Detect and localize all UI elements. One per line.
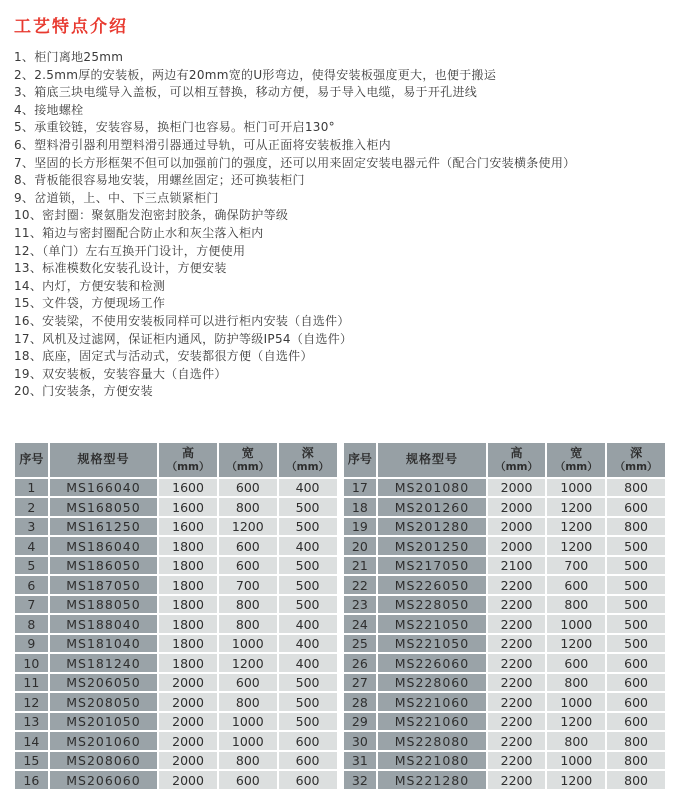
- feature-list-item: 16、安装梁，不使用安装板同样可以进行柜内安装（自选件）: [14, 313, 350, 328]
- model-cell: MS187050: [50, 576, 157, 594]
- feature-list-item: 9、岔道锁，上、中、下三点锁紧柜门: [14, 190, 219, 205]
- row-index-cell: 12: [15, 693, 48, 711]
- model-cell: MS201080: [378, 479, 485, 497]
- depth-cell: 500: [279, 713, 337, 731]
- width-cell: 600: [219, 557, 277, 575]
- table-row: [15, 615, 337, 633]
- table-row: [344, 537, 666, 555]
- depth-cell: 400: [279, 479, 337, 497]
- feature-list-item: 11、箱边与密封圈配合防止水和灰尘落入柜内: [14, 225, 264, 240]
- row-index-cell: 24: [344, 615, 377, 633]
- height-cell: 2000: [159, 693, 217, 711]
- spec-tables: [13, 441, 667, 791]
- width-cell: 1200: [547, 518, 605, 536]
- model-cell: MS228060: [378, 674, 485, 692]
- width-cell: 1200: [547, 635, 605, 653]
- depth-cell: 500: [279, 498, 337, 516]
- header-row: [15, 443, 337, 477]
- depth-cell: 400: [279, 615, 337, 633]
- depth-cell: 600: [279, 732, 337, 750]
- row-index-cell: 31: [344, 752, 377, 770]
- height-cell: 2000: [488, 518, 546, 536]
- depth-cell: 500: [279, 596, 337, 614]
- col-header-height: [159, 443, 217, 477]
- width-cell: 800: [219, 752, 277, 770]
- row-index-cell: 25: [344, 635, 377, 653]
- width-cell: 1000: [547, 752, 605, 770]
- row-index-cell: 1: [15, 479, 48, 497]
- height-cell: 2000: [159, 674, 217, 692]
- height-unit: （mm）: [166, 460, 210, 473]
- depth-cell: 600: [607, 498, 665, 516]
- table-row: [15, 674, 337, 692]
- width-unit: （mm）: [554, 460, 598, 473]
- width-cell: 600: [219, 479, 277, 497]
- feature-list-item: 7、坚固的长方形框架不但可以加强前门的强度，还可以用来固定安装电器元件（配合门安装横条使用）: [14, 155, 576, 170]
- width-cell: 1000: [219, 635, 277, 653]
- spec-table-right: [342, 441, 668, 791]
- row-index-cell: 28: [344, 693, 377, 711]
- feature-list-item: 3、箱底三块电缆导入盖板，可以相互替换，移动方便，易于导入电缆，易于开孔进线: [14, 85, 478, 100]
- row-index-cell: 2: [15, 498, 48, 516]
- model-cell: MS201050: [50, 713, 157, 731]
- row-index-cell: 20: [344, 537, 377, 555]
- col-header-depth: [607, 443, 665, 477]
- width-cell: 800: [547, 596, 605, 614]
- feature-list-item: 1、柜门离地25mm: [14, 50, 124, 64]
- row-index-cell: 15: [15, 752, 48, 770]
- depth-cell: 500: [607, 537, 665, 555]
- table-row: [344, 732, 666, 750]
- model-cell: MS181040: [50, 635, 157, 653]
- height-label: 高: [182, 445, 195, 460]
- feature-list-item: 6、塑料滑引器利用塑料滑引器通过导轨，可从正面将安装板推入柜内: [14, 137, 391, 152]
- model-cell: MS221050: [378, 615, 485, 633]
- feature-list-item: 2、2.5mm厚的安装板，两边有20mm宽的U形弯边，使得安装板强度更大，也便于搬运: [14, 67, 497, 82]
- depth-cell: 600: [607, 693, 665, 711]
- height-cell: 2000: [488, 498, 546, 516]
- model-cell: MS201280: [378, 518, 485, 536]
- depth-unit: （mm）: [614, 460, 658, 473]
- row-index-cell: 22: [344, 576, 377, 594]
- feature-list-item: 17、风机及过滤网，保证柜内通风，防护等级IP54（自选件）: [14, 331, 353, 346]
- row-index-cell: 7: [15, 596, 48, 614]
- col-header-height: [488, 443, 546, 477]
- row-index-cell: 8: [15, 615, 48, 633]
- width-cell: 1200: [547, 771, 605, 789]
- table-row: [15, 557, 337, 575]
- depth-cell: 800: [607, 732, 665, 750]
- width-cell: 800: [547, 732, 605, 750]
- width-cell: 1200: [547, 498, 605, 516]
- row-index-cell: 21: [344, 557, 377, 575]
- width-cell: 1000: [547, 615, 605, 633]
- feature-list-item: 15、文件袋，方便现场工作: [14, 296, 166, 311]
- height-cell: 1600: [159, 498, 217, 516]
- width-cell: 1000: [547, 693, 605, 711]
- height-cell: 2200: [488, 674, 546, 692]
- row-index-cell: 10: [15, 654, 48, 672]
- model-cell: MS201260: [378, 498, 485, 516]
- width-cell: 600: [547, 576, 605, 594]
- height-cell: 2200: [488, 693, 546, 711]
- height-cell: 1800: [159, 615, 217, 633]
- feature-list-item: 5、承重铰链，安装容易，换柜门也容易。柜门可开启130°: [14, 120, 335, 135]
- depth-cell: 800: [607, 771, 665, 789]
- model-cell: MS206050: [50, 674, 157, 692]
- table-row: [15, 693, 337, 711]
- model-cell: MS217050: [378, 557, 485, 575]
- col-header-width: [219, 443, 277, 477]
- width-unit: （mm）: [226, 460, 270, 473]
- col-header-model: 规格型号: [50, 443, 157, 477]
- model-cell: MS186040: [50, 537, 157, 555]
- depth-cell: 800: [607, 479, 665, 497]
- feature-list-item: 14、内灯，方便安装和检测: [14, 278, 166, 293]
- model-cell: MS208060: [50, 752, 157, 770]
- height-cell: 2200: [488, 771, 546, 789]
- row-index-cell: 16: [15, 771, 48, 789]
- feature-list: [14, 49, 667, 401]
- table-row: [15, 479, 337, 497]
- model-cell: MS226060: [378, 654, 485, 672]
- model-cell: MS201250: [378, 537, 485, 555]
- model-cell: MS221060: [378, 713, 485, 731]
- table-row: [344, 654, 666, 672]
- spec-table-left-header: [15, 443, 337, 477]
- height-cell: 1800: [159, 635, 217, 653]
- depth-cell: 500: [279, 674, 337, 692]
- width-cell: 600: [219, 537, 277, 555]
- width-label: 宽: [570, 445, 583, 460]
- feature-list-item: 12、（单门）左右互换开门设计，方便使用: [14, 243, 246, 258]
- depth-cell: 400: [279, 635, 337, 653]
- model-cell: MS188050: [50, 596, 157, 614]
- feature-list-item: 8、背板能很容易地安装，用螺丝固定；还可换装柜门: [14, 173, 305, 188]
- width-cell: 600: [219, 674, 277, 692]
- height-cell: 1800: [159, 654, 217, 672]
- model-cell: MS166040: [50, 479, 157, 497]
- table-row: [344, 479, 666, 497]
- table-row: [15, 654, 337, 672]
- table-row: [15, 713, 337, 731]
- row-index-cell: 14: [15, 732, 48, 750]
- col-header-index: 序号: [15, 443, 48, 477]
- spec-table-right-body: [344, 479, 666, 789]
- height-label: 高: [510, 445, 523, 460]
- height-cell: 1800: [159, 537, 217, 555]
- width-cell: 1200: [547, 713, 605, 731]
- model-cell: MS221060: [378, 693, 485, 711]
- height-cell: 2000: [159, 713, 217, 731]
- feature-list-item: 20、门安装条，方便安装: [14, 384, 153, 399]
- depth-cell: 500: [279, 518, 337, 536]
- height-cell: 1600: [159, 479, 217, 497]
- table-row: [15, 771, 337, 789]
- depth-cell: 500: [607, 557, 665, 575]
- row-index-cell: 5: [15, 557, 48, 575]
- depth-cell: 400: [279, 537, 337, 555]
- width-cell: 700: [219, 576, 277, 594]
- table-row: [344, 557, 666, 575]
- depth-cell: 600: [279, 771, 337, 789]
- height-cell: 2000: [159, 771, 217, 789]
- spec-table-left-body: [15, 479, 337, 789]
- feature-list-item: 19、双安装板，安装容量大（自选件）: [14, 366, 227, 381]
- table-row: [344, 674, 666, 692]
- row-index-cell: 32: [344, 771, 377, 789]
- table-row: [15, 518, 337, 536]
- row-index-cell: 13: [15, 713, 48, 731]
- width-cell: 700: [547, 557, 605, 575]
- row-index-cell: 23: [344, 596, 377, 614]
- depth-cell: 500: [607, 635, 665, 653]
- width-cell: 1200: [219, 518, 277, 536]
- model-cell: MS186050: [50, 557, 157, 575]
- height-cell: 2200: [488, 576, 546, 594]
- height-cell: 2000: [159, 752, 217, 770]
- table-row: [344, 713, 666, 731]
- model-cell: MS221080: [378, 752, 485, 770]
- row-index-cell: 11: [15, 674, 48, 692]
- row-index-cell: 9: [15, 635, 48, 653]
- row-index-cell: 27: [344, 674, 377, 692]
- table-row: [344, 576, 666, 594]
- row-index-cell: 30: [344, 732, 377, 750]
- model-cell: MS228080: [378, 732, 485, 750]
- table-row: [344, 693, 666, 711]
- height-cell: 1800: [159, 596, 217, 614]
- depth-cell: 500: [607, 576, 665, 594]
- width-cell: 800: [219, 498, 277, 516]
- depth-cell: 800: [607, 518, 665, 536]
- model-cell: MS221280: [378, 771, 485, 789]
- table-row: [15, 498, 337, 516]
- height-cell: 2200: [488, 713, 546, 731]
- header-row: [344, 443, 666, 477]
- depth-cell: 500: [607, 596, 665, 614]
- table-row: [15, 596, 337, 614]
- depth-cell: 500: [279, 693, 337, 711]
- table-row: [344, 498, 666, 516]
- model-cell: MS208050: [50, 693, 157, 711]
- height-cell: 2200: [488, 596, 546, 614]
- model-cell: MS188040: [50, 615, 157, 633]
- table-row: [15, 576, 337, 594]
- model-cell: MS201060: [50, 732, 157, 750]
- height-cell: 1800: [159, 557, 217, 575]
- width-label: 宽: [241, 445, 254, 460]
- height-cell: 2200: [488, 654, 546, 672]
- model-cell: MS168050: [50, 498, 157, 516]
- col-header-depth: [279, 443, 337, 477]
- spec-table-right-header: [344, 443, 666, 477]
- depth-cell: 500: [279, 576, 337, 594]
- table-row: [344, 518, 666, 536]
- table-row: [344, 752, 666, 770]
- feature-list-item: 13、标准模数化安装孔设计，方便安装: [14, 261, 227, 276]
- width-cell: 1000: [219, 732, 277, 750]
- row-index-cell: 18: [344, 498, 377, 516]
- col-header-index: 序号: [344, 443, 377, 477]
- depth-label: 深: [630, 445, 643, 460]
- feature-list-item: 10、密封圈：聚氨脂发泡密封胶条，确保防护等级: [14, 208, 289, 223]
- model-cell: MS221050: [378, 635, 485, 653]
- row-index-cell: 19: [344, 518, 377, 536]
- row-index-cell: 17: [344, 479, 377, 497]
- depth-cell: 500: [279, 557, 337, 575]
- table-row: [344, 771, 666, 789]
- width-cell: 1000: [219, 713, 277, 731]
- spec-table-left: [13, 441, 339, 791]
- col-header-model: 规格型号: [378, 443, 485, 477]
- feature-list-item: 4、接地螺栓: [14, 102, 84, 117]
- height-cell: 2000: [488, 479, 546, 497]
- width-cell: 800: [547, 674, 605, 692]
- table-row: [15, 537, 337, 555]
- table-row: [15, 752, 337, 770]
- height-cell: 2200: [488, 615, 546, 633]
- page-title: 工艺特点介绍: [14, 17, 128, 37]
- height-unit: （mm）: [495, 460, 538, 473]
- table-row: [15, 635, 337, 653]
- depth-cell: 400: [279, 654, 337, 672]
- table-row: [344, 635, 666, 653]
- height-cell: 2000: [488, 537, 546, 555]
- row-index-cell: 4: [15, 537, 48, 555]
- width-cell: 1200: [547, 537, 605, 555]
- height-cell: 1600: [159, 518, 217, 536]
- table-row: [344, 615, 666, 633]
- row-index-cell: 29: [344, 713, 377, 731]
- width-cell: 800: [219, 693, 277, 711]
- depth-cell: 800: [607, 752, 665, 770]
- depth-label: 深: [301, 445, 314, 460]
- width-cell: 600: [547, 654, 605, 672]
- model-cell: MS228050: [378, 596, 485, 614]
- model-cell: MS226050: [378, 576, 485, 594]
- feature-list-item: 18、底座，固定式与活动式，安装都很方便（自选件）: [14, 349, 313, 364]
- table-row: [344, 596, 666, 614]
- depth-cell: 500: [607, 615, 665, 633]
- width-cell: 600: [219, 771, 277, 789]
- model-cell: MS161250: [50, 518, 157, 536]
- depth-cell: 600: [607, 674, 665, 692]
- width-cell: 1000: [547, 479, 605, 497]
- height-cell: 2200: [488, 732, 546, 750]
- row-index-cell: 6: [15, 576, 48, 594]
- depth-cell: 600: [607, 713, 665, 731]
- width-cell: 1200: [219, 654, 277, 672]
- table-row: [15, 732, 337, 750]
- height-cell: 2100: [488, 557, 546, 575]
- height-cell: 2200: [488, 752, 546, 770]
- depth-cell: 600: [607, 654, 665, 672]
- col-header-width: [547, 443, 605, 477]
- model-cell: MS206060: [50, 771, 157, 789]
- depth-cell: 600: [279, 752, 337, 770]
- height-cell: 1800: [159, 576, 217, 594]
- height-cell: 2000: [159, 732, 217, 750]
- depth-unit: （mm）: [286, 460, 330, 473]
- height-cell: 2200: [488, 635, 546, 653]
- model-cell: MS181240: [50, 654, 157, 672]
- row-index-cell: 26: [344, 654, 377, 672]
- width-cell: 800: [219, 596, 277, 614]
- row-index-cell: 3: [15, 518, 48, 536]
- width-cell: 800: [219, 615, 277, 633]
